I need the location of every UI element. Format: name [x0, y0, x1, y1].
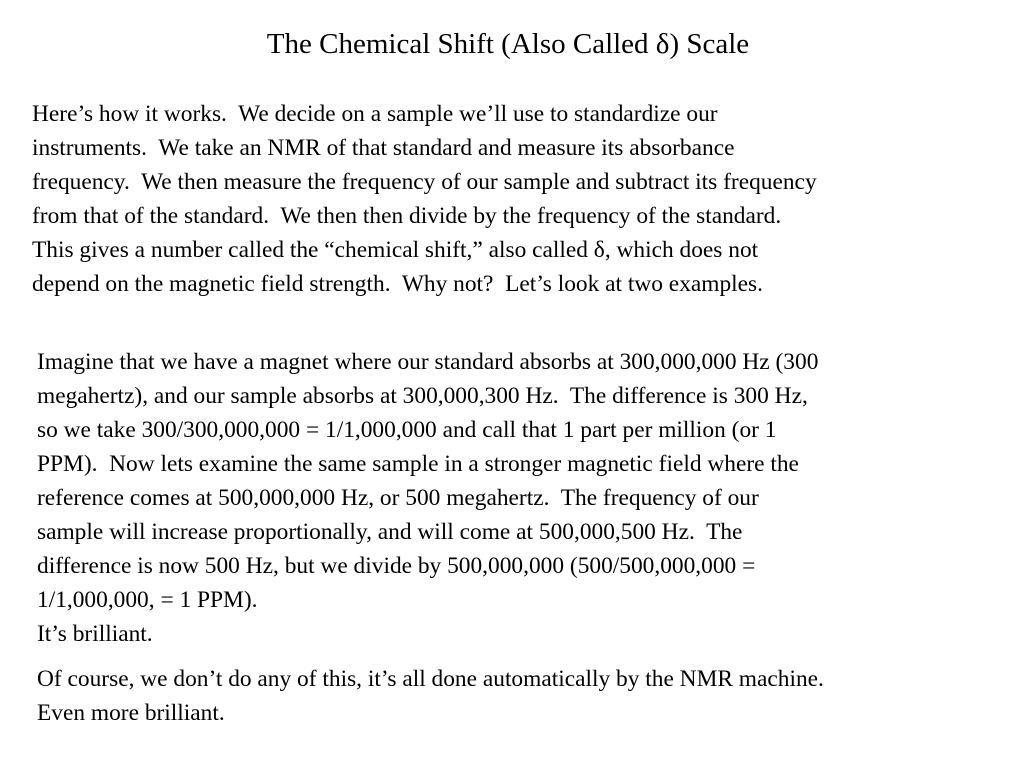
paragraph-how-it-works [32, 97, 1017, 301]
text-line: megahertz), and our sample absorbs at 300,000,300 Hz. The difference is 300 Hz, [37, 383, 808, 409]
text-line: Here’s how it works. We decide on a sample we’ll use to standardize our [32, 101, 718, 127]
paragraph-conclusion [37, 662, 1017, 730]
text-line: 1/1,000,000, = 1 PPM). [37, 587, 258, 613]
text-line: difference is now 500 Hz, but we divide by 500,000,000 (500/500,000,000 = [37, 553, 756, 579]
text-line: sample will increase proportionally, and will come at 500,000,500 Hz. The [37, 519, 743, 545]
text-line: Of course, we don’t do any of this, it’s all done automatically by the NMR machine. [37, 666, 824, 692]
text-line: depend on the magnetic field strength. Why not? Let’s look at two examples. [32, 271, 763, 297]
text-line: It’s brilliant. [37, 621, 153, 647]
text-line: Imagine that we have a magnet where our standard absorbs at 300,000,000 Hz (300 [37, 349, 819, 375]
text-line: instruments. We take an NMR of that standard and measure its absorbance [32, 135, 735, 161]
paragraph-example [37, 345, 1017, 651]
slide-title: The Chemical Shift (Also Called δ) Scale [266, 28, 750, 60]
text-line: so we take 300/300,000,000 = 1/1,000,000 and call that 1 part per million (or 1 [37, 417, 777, 443]
text-line: PPM). Now lets examine the same sample in a stronger magnetic field where the [37, 451, 799, 477]
text-line: Even more brilliant. [37, 700, 225, 726]
text-line: This gives a number called the “chemical shift,” also called δ, which does not [32, 237, 759, 263]
text-line: reference comes at 500,000,000 Hz, or 500 megahertz. The frequency of our [37, 485, 759, 511]
text-line: frequency. We then measure the frequency of our sample and subtract its frequency [32, 169, 817, 195]
text-line: from that of the standard. We then then divide by the frequency of the standard. [32, 203, 782, 229]
